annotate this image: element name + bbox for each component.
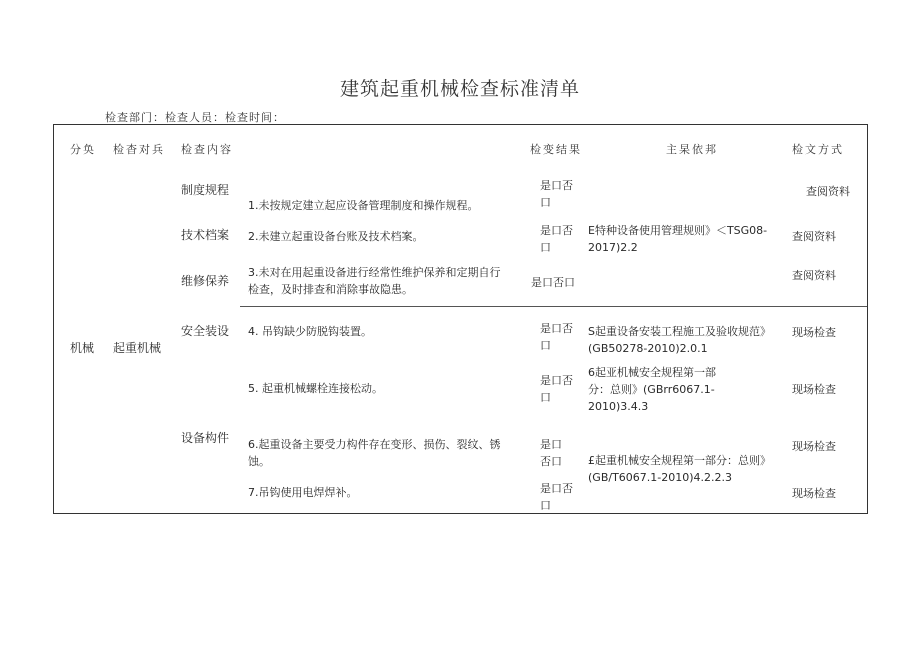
method-cell: 现场检查	[792, 326, 836, 339]
subitem-cell: 维修保养	[181, 274, 230, 288]
content-cell: 6.起重设备主要受力构件存在变形、损伤、裂纹、锈蚀。	[248, 438, 501, 468]
content-cell: 1.未按规定建立起应设备管理制度和操作规程。	[248, 199, 479, 212]
header-result: 检变结果	[530, 143, 582, 156]
header-category: 分奂	[70, 143, 96, 156]
header-basis: 主杲依邦	[666, 143, 718, 156]
header-method: 检文方式	[792, 143, 844, 156]
result-cell: 是口否口	[540, 179, 573, 209]
subitem-cell: 安全装设	[181, 324, 230, 338]
basis-cell: S起重设备安装工程施工及验收规范》(GB50278-2010)2.0.1	[588, 325, 771, 355]
result-cell: 是口否口	[540, 482, 573, 512]
result-cell: 是口否口	[540, 322, 573, 352]
method-cell: 现场检查	[792, 487, 836, 500]
result-cell: 是口否口	[540, 224, 573, 254]
content-cell: 3.未对在用起重设备进行经常性维护保养和定期自行检查，及时排查和消除事故隐患。	[248, 266, 501, 296]
content-cell: 7.吊钩使用电焊焊补。	[248, 486, 358, 499]
row-divider	[240, 306, 867, 307]
object-cell: 起重机械	[113, 341, 162, 355]
method-cell: 查阅资料	[806, 185, 850, 198]
inspection-meta-line: 检查部门：检查人员：检查时间：	[105, 111, 285, 124]
result-cell: 是口否口	[540, 438, 562, 468]
subitem-cell: 设备构件	[181, 431, 230, 445]
method-cell: 查阅资料	[792, 230, 836, 243]
header-object: 检杳对兵	[113, 143, 165, 156]
method-cell: 查阅资料	[792, 269, 836, 282]
content-cell: 2.未建立起重设备台账及技术档案。	[248, 230, 424, 243]
basis-cell: 6起亚机械安全规程第一部分：总则》(GBrr6067.1-2010)3.4.3	[588, 366, 716, 413]
page-title: 建筑起重机械检查标准清单	[339, 78, 580, 100]
content-cell: 5. 起重机械螺栓连接松动。	[248, 382, 383, 395]
result-cell: 是口否口	[531, 276, 575, 289]
result-cell: 是口否口	[540, 374, 573, 404]
method-cell: 现场检查	[792, 440, 836, 453]
method-cell: 现场检查	[792, 383, 836, 396]
content-cell: 4. 吊钩缺少防脱钩装置。	[248, 325, 372, 338]
subitem-cell: 技术档案	[181, 228, 230, 242]
basis-cell: E特种设备使用管理规则》＜TSG08-2017)2.2	[588, 224, 768, 254]
basis-cell: £起重机械安全规程第一部分：总则》(GB/T6067.1-2010)4.2.2.3	[588, 454, 771, 484]
header-content: 检查内容	[181, 143, 233, 156]
subitem-cell: 制度规程	[181, 183, 230, 197]
category-cell: 机械	[70, 341, 95, 355]
